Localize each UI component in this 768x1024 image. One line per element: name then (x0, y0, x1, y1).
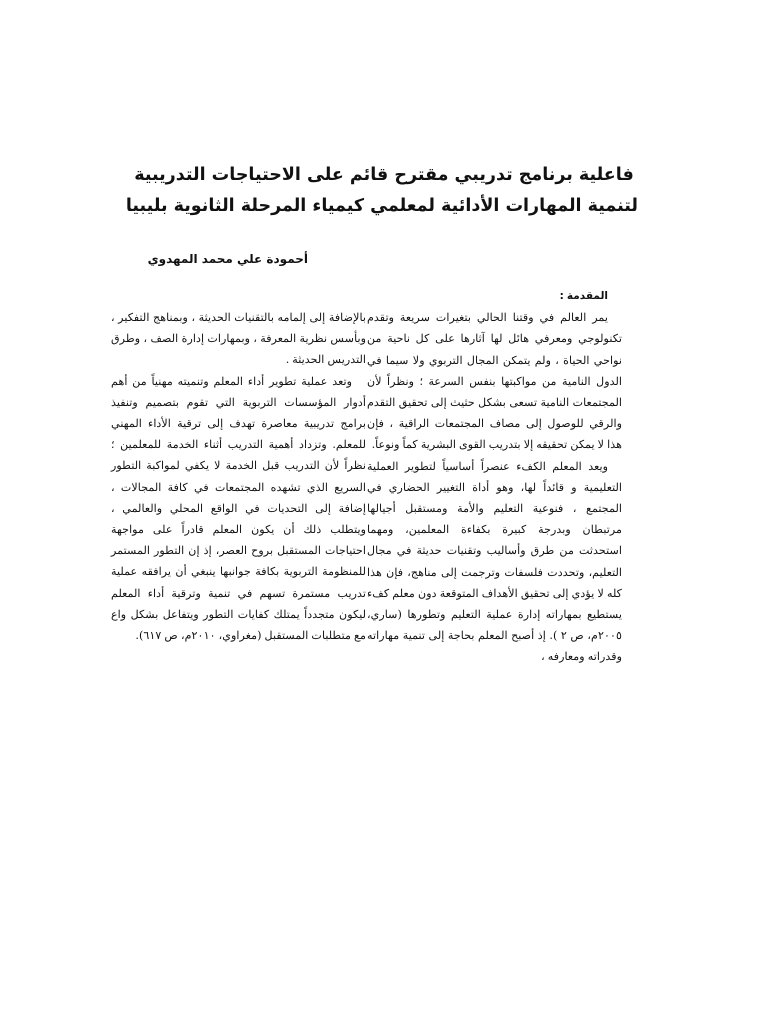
article-title-line-2: لتنمية المهارات الأدائية لمعلمي كيمياء المرحلة الثانوية بليبيا (125, 196, 638, 216)
left-column (111, 307, 366, 646)
left-column-paragraph-1: بالإضافة إلى إلمامه بالتقنيات الحديثة ، وبمناهج التفكير ، وبأسس نظرية المعرفة ، وبمهارات إدارة الصف ، وطرق التدريس الحديثة . (111, 311, 366, 367)
right-column-paragraph-2: ويعد المعلم الكفء عنصراً أساسياً لتطوير العملية التعليمية و قائداً لها، وهو أداة التغيير الحضاري في المجتمع ، فنوعية التعليم والأمة ومستقبل أجيالها مرتبطان وبدرجة كبيرة بكفاءة المعلمين، ومهما استحدثت من طرق وأساليب وتقنيات حديثة في مجال التعليم، وتحددت فلسفات وترجمت إلى مناهج، فإن هذا كله لا يؤدي إلى تحقيق الأهداف المتوقعة دون معلم كفء يستطيع بمهاراته إدارة عملية التعليم وتطورها (ساري، ٢٠٠٥م، ص ٢ ). إذ أصبح المعلم بحاجة إلى تنمية مهاراته وقدراته ومعارفه ، (367, 459, 622, 664)
section-heading-introduction: المقدمة : (559, 290, 608, 302)
left-column-paragraph-2: وتعد عملية تطوير أداء المعلم وتنميته مهنياً من أهم أدوار المؤسسات التربوية التي تقوم بتصميم وتنفيذ برامج تدريبية معاصرة تهدف إلى ترقية الأداء المهني للمعلم. وتزداد أهمية التدريب أثناء الخدمة للمعلمين ؛ نظراً لأن التدريب قبل الخدمة لا يكفي لمواكبة التطور السريع الذي تشهده المجتمعات في كافة المجالات ، إضافة إلى التحديات في الواقع المحلي والعالمي ، ويتطلب ذلك أن يكون المعلم قادراً على مواجهة احتياجات المستقبل بروح العصر، إذ إن التطور المستمر للمنظومة التربوية بكافة جوانبها ينبغي أن يرافقه عملية تدريب مستمرة تسهم في تنمية وترقية أداء المعلم ليكون متجدداً يمتلك كفايات التطور ويتفاعل بشكل واع مع متطلبات المستقبل (مغراوي، ٢٠١٠م، ص ٦١٧). (111, 374, 366, 643)
author-name: أحمودة علي محمد المهدوي (147, 252, 308, 266)
right-column-paragraph-1: يمر العالم في وقتنا الحالي بتغيرات سريعة وتقدم تكنولوجي ومعرفي هائل لها آثارها على كل ناحية من نواحي الحياة ، ولم يتمكن المجال التربوي ولا سيما في الدول النامية من مواكبتها بنفس السرعة ؛ ونظراً لأن المجتمعات النامية تسعى بشكل حثيث إلى تحقيق التقدم والرقي للوصول إلى مصاف المجتمعات الراقية ، فإن هذا لا يمكن تحقيقه إلا بتدريب القوى البشرية كماً ونوعاً. (367, 311, 622, 452)
article-title-line-1: فاعلية برنامج تدريبي مقترح قائم على الاحتياجات التدريبية (134, 165, 634, 185)
right-column (367, 286, 622, 668)
article-title (125, 160, 638, 222)
